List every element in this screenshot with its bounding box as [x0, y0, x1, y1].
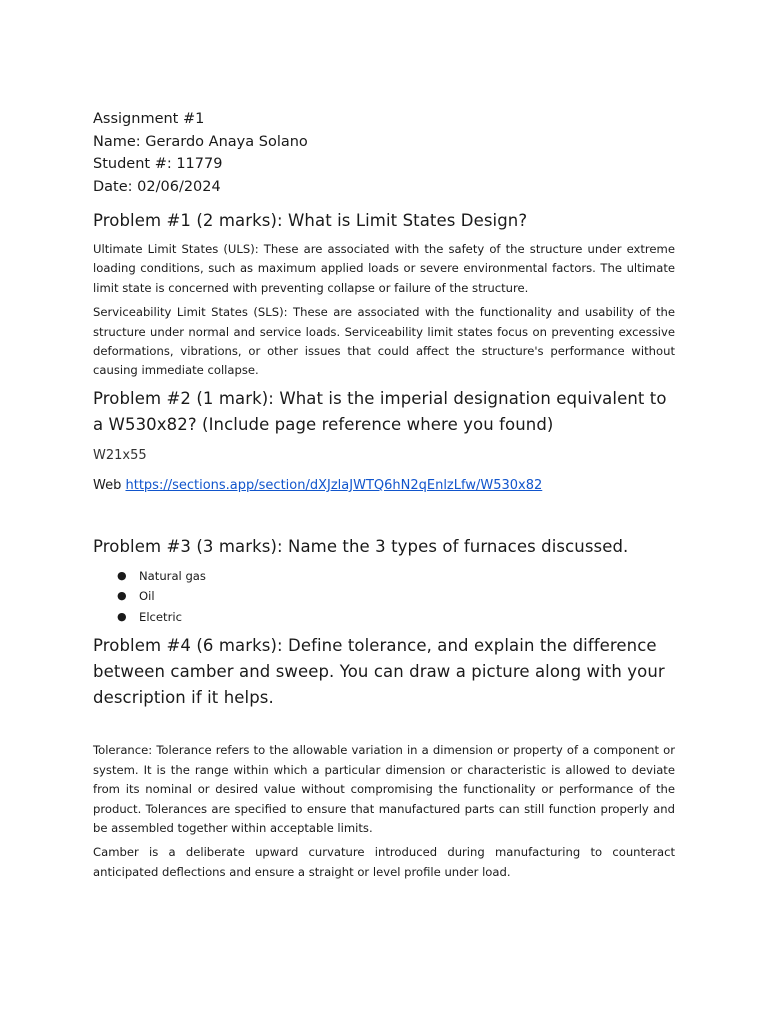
list-item: ● Elcetric — [139, 607, 675, 628]
list-item: ● Natural gas — [139, 566, 675, 587]
problem-4-heading: Problem #4 (6 marks): Define tolerance, and explain the difference between camber and sweep. You can draw a picture along with your description if it helps. — [93, 636, 665, 708]
problem-1-heading: Problem #1 (2 marks): What is Limit States Design? — [93, 211, 528, 230]
problem-2-heading: Problem #2 (1 mark): What is the imperial designation equivalent to a W530x82? (Include page reference where you found) — [93, 388, 667, 434]
problem-4-camber-paragraph: Camber is a deliberate upward curvature introduced during manufacturing to counteract anticipated deflections and ensure a straight or level profile under load. — [93, 845, 675, 879]
problem-1-uls-paragraph: Ultimate Limit States (ULS): These are associated with the safety of the structure under extreme loading conditions, such as maximum applied loads or severe environmental factors. The ultimate limit state is concerned with preventing collapse or failure of the structure. — [93, 242, 675, 295]
student-name: Name: Gerardo Anaya Solano — [93, 133, 308, 150]
document-header — [93, 108, 675, 198]
list-item: ● Oil — [139, 586, 675, 607]
problem-2-answer: W21x55 — [93, 447, 147, 463]
problem-2-web-reference — [93, 476, 675, 496]
document-page — [93, 108, 675, 887]
web-label: Web — [93, 477, 122, 493]
problem-1-sls-paragraph: Serviceability Limit States (SLS): These are associated with the functionality and usability of the structure under normal and service loads. Serviceability limit states focus on preventing excessive deformations, vibrations, or other issues that could affect the structure's performance without causing immediate collapse. — [93, 305, 675, 378]
furnace-list — [93, 566, 675, 628]
bullet-icon: ● — [117, 589, 127, 603]
assignment-title: Assignment #1 — [93, 111, 205, 127]
bullet-icon: ● — [117, 568, 127, 582]
web-reference-link[interactable]: https://sections.app/section/dXJzlaJWTQ6hN2qEnlzLfw/W530x82 — [125, 477, 543, 493]
assignment-date: Date: 02/06/2024 — [93, 178, 221, 195]
student-number: Student #: 11779 — [93, 156, 223, 172]
bullet-icon: ● — [117, 609, 127, 623]
problem-3-heading: Problem #3 (3 marks): Name the 3 types of furnaces discussed. — [93, 536, 629, 556]
problem-4-tolerance-paragraph: Tolerance: Tolerance refers to the allowable variation in a dimension or property of a component or system. It is the range within which a particular dimension or characteristic is allowed to deviate from its nominal or desired value without compromising the functionality or performance of the product. Tolerances are specified to ensure that manufactured parts can still function properly and be assembled together within acceptable limits. — [93, 743, 675, 835]
